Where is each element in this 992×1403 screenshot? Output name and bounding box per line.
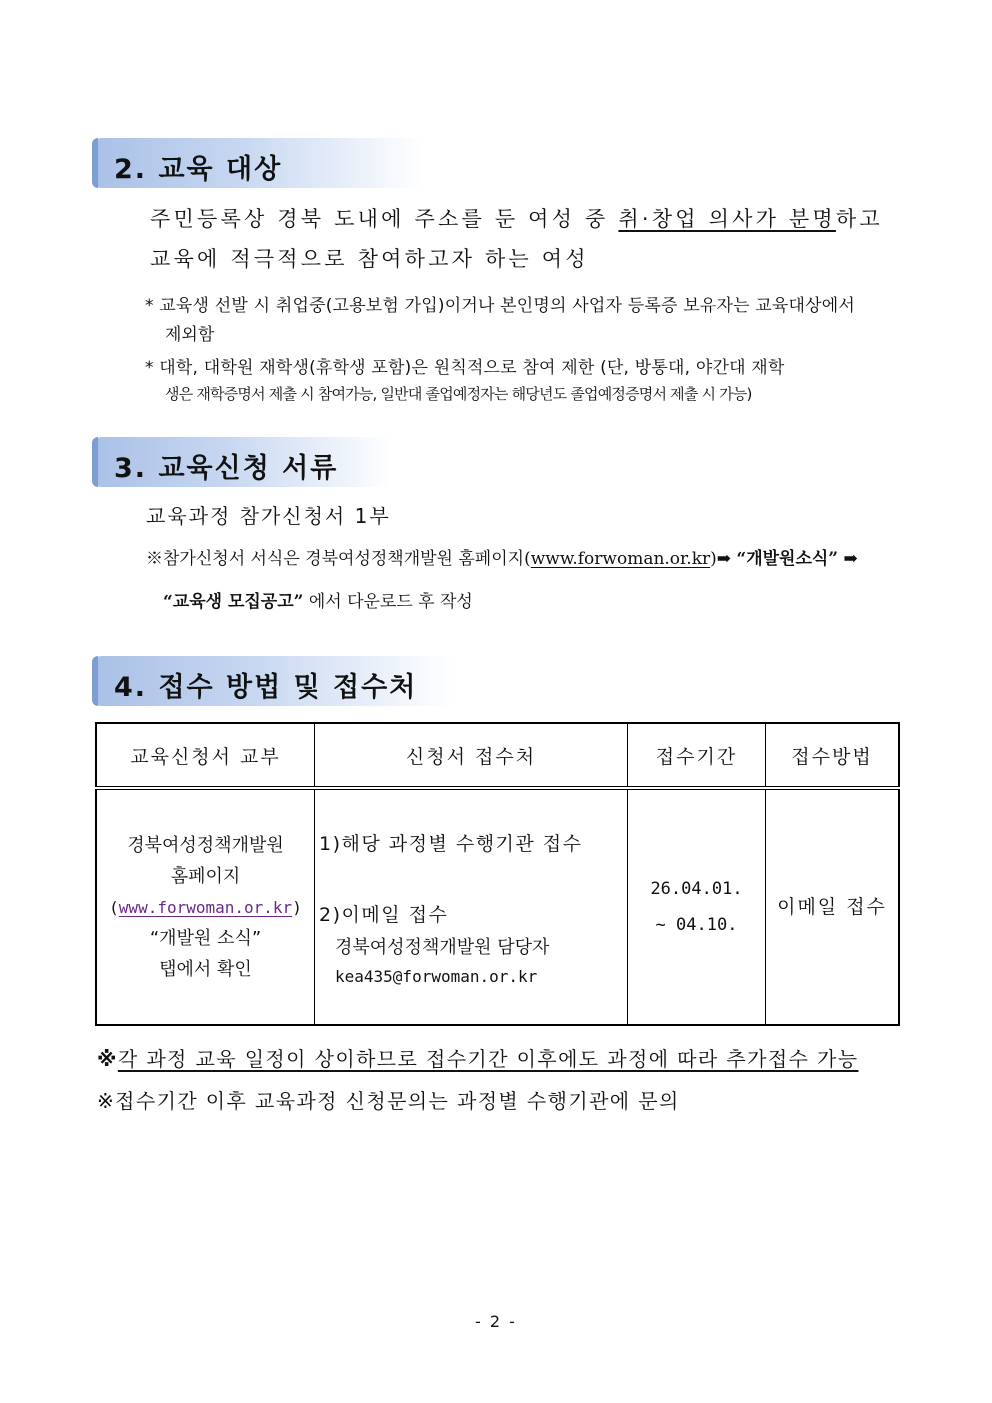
section-3-header xyxy=(92,437,392,487)
header-method: 접수방법 xyxy=(766,723,900,788)
note-2-line-2: 생은 재학증명서 제출 시 참여가능, 일반대 졸업예정자는 해당년도 졸업예정증명서 제출 시 가능) xyxy=(165,385,752,403)
cell-period: 26.04.01. ~ 04.10. xyxy=(628,788,766,1025)
cell-method: 이메일 접수 xyxy=(766,788,900,1025)
section-2-title: 2. 교육 대상 xyxy=(114,154,283,185)
header-submission-place: 신청서 접수처 xyxy=(315,723,628,788)
required-document: 교육과정 참가신청서 1부 xyxy=(146,504,391,528)
form-note-line-1: ※참가신청서 서식은 경북여성정책개발원 홈페이지(www.forwoman.or.kr)➡ “개발원소식” ➡ xyxy=(146,549,858,569)
table-row xyxy=(96,788,899,1025)
table-header-row xyxy=(96,723,899,788)
note-1-line-2: 제외함 xyxy=(165,325,215,345)
note-2-line-1: * 대학, 대학원 재학생(휴학생 포함)은 원칙적으로 참여 제한 (단, 방통대, 야간대 재학 xyxy=(145,358,785,378)
section-4-title: 4. 접수 방법 및 접수처 xyxy=(114,672,418,703)
eligibility-line-2: 교육에 적극적으로 참여하고자 하는 여성 xyxy=(150,247,589,271)
page-number: - 2 - xyxy=(475,1312,517,1331)
section-3-title: 3. 교육신청 서류 xyxy=(114,453,339,484)
section-2-header xyxy=(92,138,422,188)
note-1-line-1: * 교육생 선발 시 취업중(고용보험 가입)이거나 본인명의 사업자 등록증 보유자는 교육대상에서 xyxy=(145,296,856,316)
footnote-1: ※각 과정 교육 일정이 상이하므로 접수기간 이후에도 과정에 따라 추가접수 가능 xyxy=(97,1047,859,1071)
eligibility-line-1: 주민등록상 경북 도내에 주소를 둔 여성 중 취·창업 의사가 분명하고 xyxy=(150,207,883,231)
cell-form-distribution: 경북여성정책개발원 홈페이지 (www.forwoman.or.kr) “개발원 소식” 탭에서 확인 xyxy=(96,788,315,1025)
section-4-header xyxy=(92,656,452,706)
eligibility-underlined: 취·창업 의사가 분명 xyxy=(618,207,836,231)
homepage-link[interactable]: www.forwoman.or.kr xyxy=(530,549,711,569)
header-period: 접수기간 xyxy=(628,723,766,788)
form-note-line-2: “교육생 모집공고” 에서 다운로드 후 작성 xyxy=(163,592,473,612)
header-form-distribution: 교육신청서 교부 xyxy=(96,723,315,788)
footnote-2: ※접수기간 이후 교육과정 신청문의는 과정별 수행기관에 문의 xyxy=(97,1089,680,1113)
cell-submission-place: 1)해당 과정별 수행기관 접수 2)이메일 접수 경북여성정책개발원 담당자 kea435@forwoman.or.kr xyxy=(315,788,628,1025)
submission-table xyxy=(95,722,900,1026)
homepage-link-table[interactable]: www.forwoman.or.kr xyxy=(118,897,293,917)
contact-email[interactable]: kea435@forwoman.or.kr xyxy=(335,966,538,986)
